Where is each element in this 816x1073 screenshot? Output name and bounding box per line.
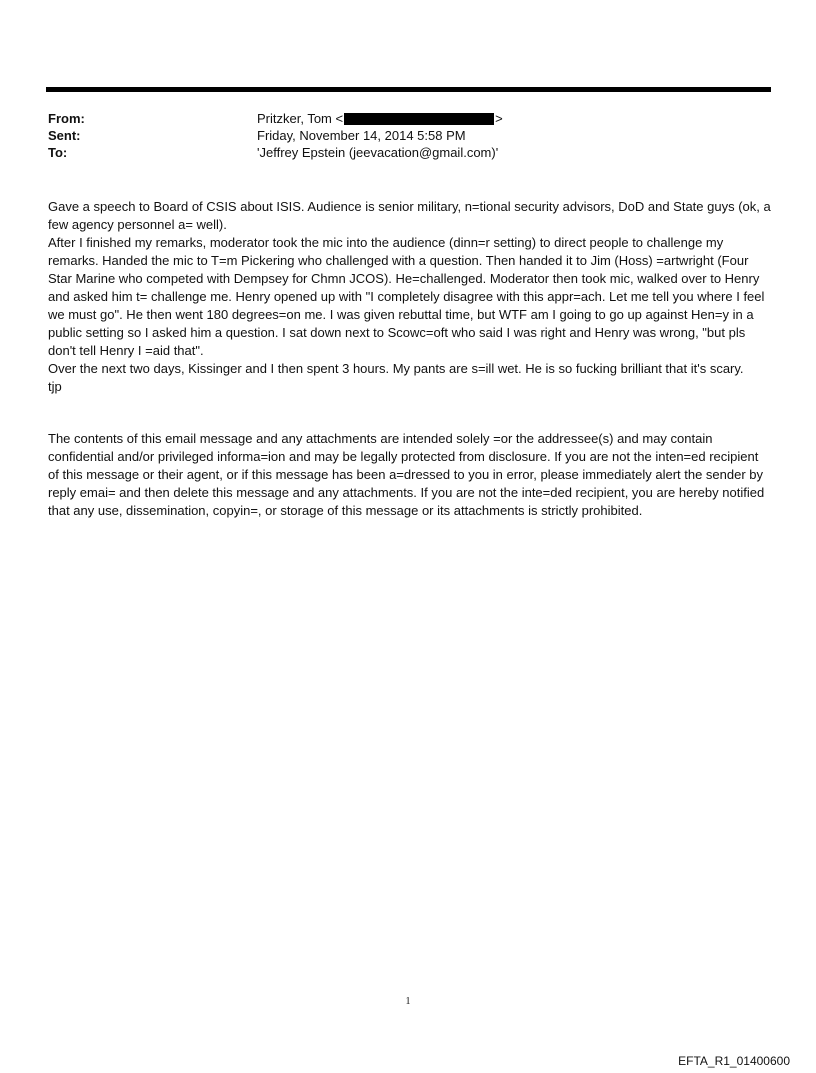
from-name: Pritzker, Tom < bbox=[257, 111, 344, 126]
from-end: > bbox=[495, 111, 503, 126]
from-value bbox=[257, 110, 503, 127]
document-id: EFTA_R1_01400600 bbox=[678, 1054, 790, 1068]
to-value: 'Jeffrey Epstein (jeevacation@gmail.com)' bbox=[257, 145, 499, 160]
redaction-bar bbox=[344, 113, 494, 125]
page-number: 1 bbox=[405, 996, 411, 1007]
message-body: Gave a speech to Board of CSIS about ISIS. Audience is senior military, n=tional security advisors, DoD and State guys (ok, a few agency personnel a= well). After I finished my remarks, moderator took the mic into the audience (dinn=r setting) to direct people to challenge my remarks. Handed the mic to T=m Pickering who challenged with a question. Then handed it to Jim (Hoss) =artwright (Four Star Marine who competed with Dempsey for Chmn JCOS). He=challenged. Moderator then took mic, walked over to Henry and asked him t= challenge me. Henry opened up with "I completely disagree with this appr=ach. Let me tell you where I feel we must go". He then went 180 degrees=on me. I was given rebuttal time, but WTF am I going to go up against Hen=y in a public setting so I asked him a question. I sat down next to Scowc=oft who said I was right and Henry was wrong, "but pls don't tell Henry I =aid that". Over the next two days, Kissinger and I then spent 3 hours. My pants are s=ill wet. He is so fucking brilliant that it's scary. tjp bbox=[48, 199, 771, 394]
sent-value: Friday, November 14, 2014 5:58 PM bbox=[257, 128, 466, 143]
sent-label: Sent: bbox=[48, 128, 81, 143]
to-label: To: bbox=[48, 145, 68, 160]
header-divider bbox=[46, 87, 771, 92]
disclaimer-text: The contents of this email message and any attachments are intended solely =or the addressee(s) and may contain confidential and/or privileged informa=ion and may be legally protected from disclosure. If you are not the inten=ed recipient of this message or their agent, or if this message has been a=dressed to you in error, please immediately alert the sender by reply emai= and then delete this message and any attachments. If you are not the inte=ded recipient, you are hereby notified that any use, dissemination, copyin=, or storage of this message or its attachments is strictly prohibited. bbox=[48, 431, 765, 518]
from-label: From: bbox=[48, 111, 85, 126]
